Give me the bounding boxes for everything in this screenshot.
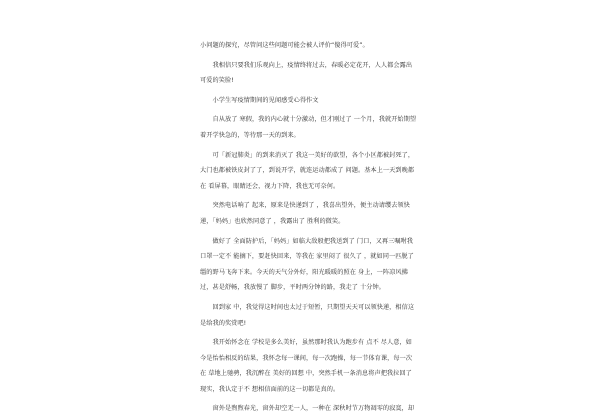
paragraph: 可「新冠肺炎」的到来消灭了 我这一美好的欲望，各个小区都被封死了，大门也都被铁皮封了了，到说开学，就连运动都成了 问题。基本上一天到晚都在 看屏幕，眼睛还会，视力下降，我也无可奈何。 (200, 151, 415, 190)
essay-title: 小学生写疫情期间的见闻感受心得作文 (212, 96, 319, 104)
text-column (200, 38, 418, 417)
paragraph: 回到家 中，我觉得这时间也太过于短暂，只期望天天可以领快递，相信这是给我的奖赏吧! (200, 303, 415, 327)
paragraph: 小问题的探究，尽管问这些问题可能会被人评价“傻得可爱”。 (200, 42, 369, 49)
paragraph: 做好了 全面防护后，「妈妈」如临大敌般把我送到了 门口，又再三嘱咐我口罩一定不 能摘下，要赶快回来，等我在 家里闷了 很久了 ，就如同一匹脱了缰的野马飞奔下来。今天的天气分外好，阳光暖暖的照在 身上，一阵凉风拂过，甚是舒畅，我放慢了 脚步，平时两分钟的路，我走了 十分钟。 (200, 237, 414, 292)
paragraph: 我相信只要我们乐观向上，疫情终将过去，春暖必定花开，人人都会露出可爱的笑脸! (200, 61, 413, 85)
paragraph: 我开始怀念在 学校是多么美好，虽然那时我认为跑步有 点不 尽人意，如今是怡怡相反的结果，我怀念每一课间，每一次跑操，每一节体育课，每一次在 草地上驰骋，我沉醉在 美好的回想 中，突然手机一条消息将声把我拉回了现实，我认定于不 想相信面前的这一切都是真的。 (200, 339, 413, 393)
paragraph: 自从放了 寒假，我的内心就十分激动，但才刚过了 一个月，我就开始期望着开学快急的，等待那一天的到来。 (200, 116, 417, 139)
paragraph: 突然电话响了 起来，原来是快递到了 ，我喜出望外，便主动请缨去领快递，「妈妈」也欣然同意了 ，我露出了 胜利的微笑。 (200, 202, 410, 225)
paragraph: 窗外是煦煦春光，窗外却空无一人，一种在 深秋时节万物凋零的寂寞，却 (212, 405, 415, 413)
